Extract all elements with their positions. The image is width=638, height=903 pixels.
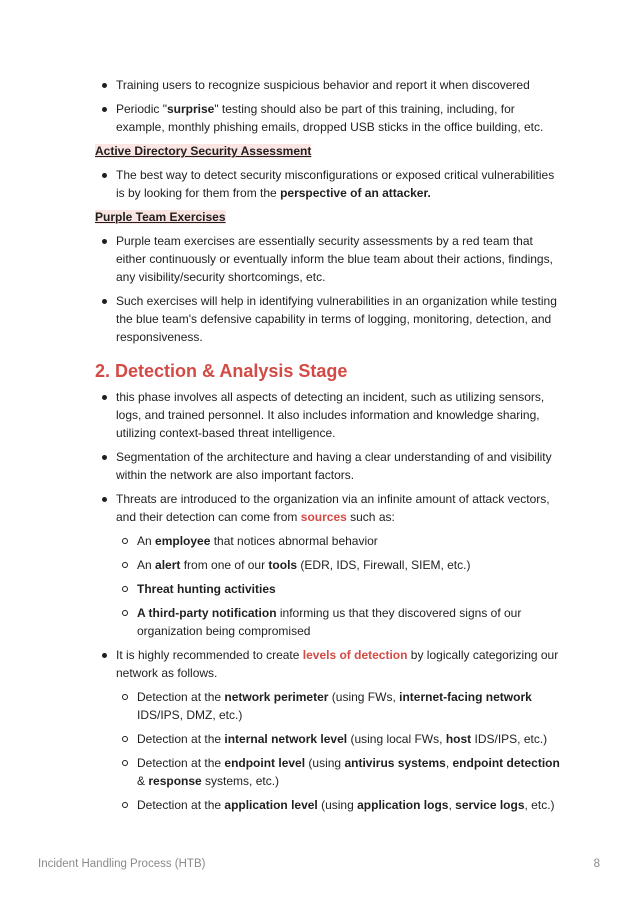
levels-highlight: levels of detection xyxy=(302,648,408,662)
list-item: Periodic "surprise" testing should also be part of this training, including, for example, monthly phishing emails, dropped USB sticks in the office building, etc. xyxy=(95,100,565,136)
list-item: Purple team exercises are essentially security assessments by a red team that either continuously or eventually inform the blue team about their actions, findings, any visibility/security shortcomings, etc. xyxy=(95,232,565,286)
purple-team-list xyxy=(95,232,565,346)
page-content xyxy=(95,76,565,820)
list-item: Segmentation of the architecture and having a clear understanding of and visibility within the network are also important factors. xyxy=(95,448,565,484)
levels-list xyxy=(116,688,565,814)
footer-title: Incident Handling Process (HTB) xyxy=(38,858,206,870)
list-item: Threats are introduced to the organization via an infinite amount of attack vectors, and their detection can come from sources such as: An employee that notices abnormal behavior An alert from one of our tools (EDR, IDS, Firewall, SIEM, etc.) Threat hunting activities A third-party notification informing us that they discovered signs of our organization being compromised xyxy=(95,490,565,640)
list-item: Training users to recognize suspicious behavior and report it when discovered xyxy=(95,76,565,94)
list-item: An alert from one of our tools (EDR, IDS, Firewall, SIEM, etc.) xyxy=(116,556,565,574)
sources-list xyxy=(116,532,565,640)
list-item: Threat hunting activities xyxy=(116,580,565,598)
ad-assessment-list xyxy=(95,166,565,202)
list-item: Detection at the network perimeter (using FWs, internet-facing network IDS/IPS, DMZ, etc.) xyxy=(116,688,565,724)
list-item: Detection at the endpoint level (using antivirus systems, endpoint detection & response systems, etc.) xyxy=(116,754,565,790)
detection-list xyxy=(95,388,565,814)
intro-list xyxy=(95,76,565,136)
list-item: this phase involves all aspects of detecting an incident, such as utilizing sensors, logs, and trained personnel. It also includes information and knowledge sharing, utilizing context-based threat intelligence. xyxy=(95,388,565,442)
section-title: 2. Detection & Analysis Stage xyxy=(95,361,348,381)
ad-assessment-heading: Active Directory Security Assessment xyxy=(95,144,312,158)
purple-team-heading: Purple Team Exercises xyxy=(95,210,226,224)
list-item: It is highly recommended to create levels of detection by logically categorizing our network as follows. Detection at the network perimeter (using FWs, internet-facing network IDS/IPS, DMZ, etc.) Detection at the internal network level (using local FWs, host IDS/IPS, etc.) Detection at the endpoint level (using antivirus systems, endpoint detection & response systems, etc.) Detection at the application level (using application logs, service logs, etc.) xyxy=(95,646,565,814)
list-item: An employee that notices abnormal behavior xyxy=(116,532,565,550)
list-item: Detection at the application level (using application logs, service logs, etc.) xyxy=(116,796,565,814)
page-number: 8 xyxy=(593,858,600,870)
list-item: The best way to detect security misconfigurations or exposed critical vulnerabilities is by looking for them from the perspective of an attacker. xyxy=(95,166,565,202)
sources-highlight: sources xyxy=(300,510,347,524)
list-item: Such exercises will help in identifying vulnerabilities in an organization while testing the blue team's defensive capability in terms of logging, monitoring, detection, and responsiveness. xyxy=(95,292,565,346)
list-item: Detection at the internal network level (using local FWs, host IDS/IPS, etc.) xyxy=(116,730,565,748)
list-item: A third-party notification informing us that they discovered signs of our organization being compromised xyxy=(116,604,565,640)
